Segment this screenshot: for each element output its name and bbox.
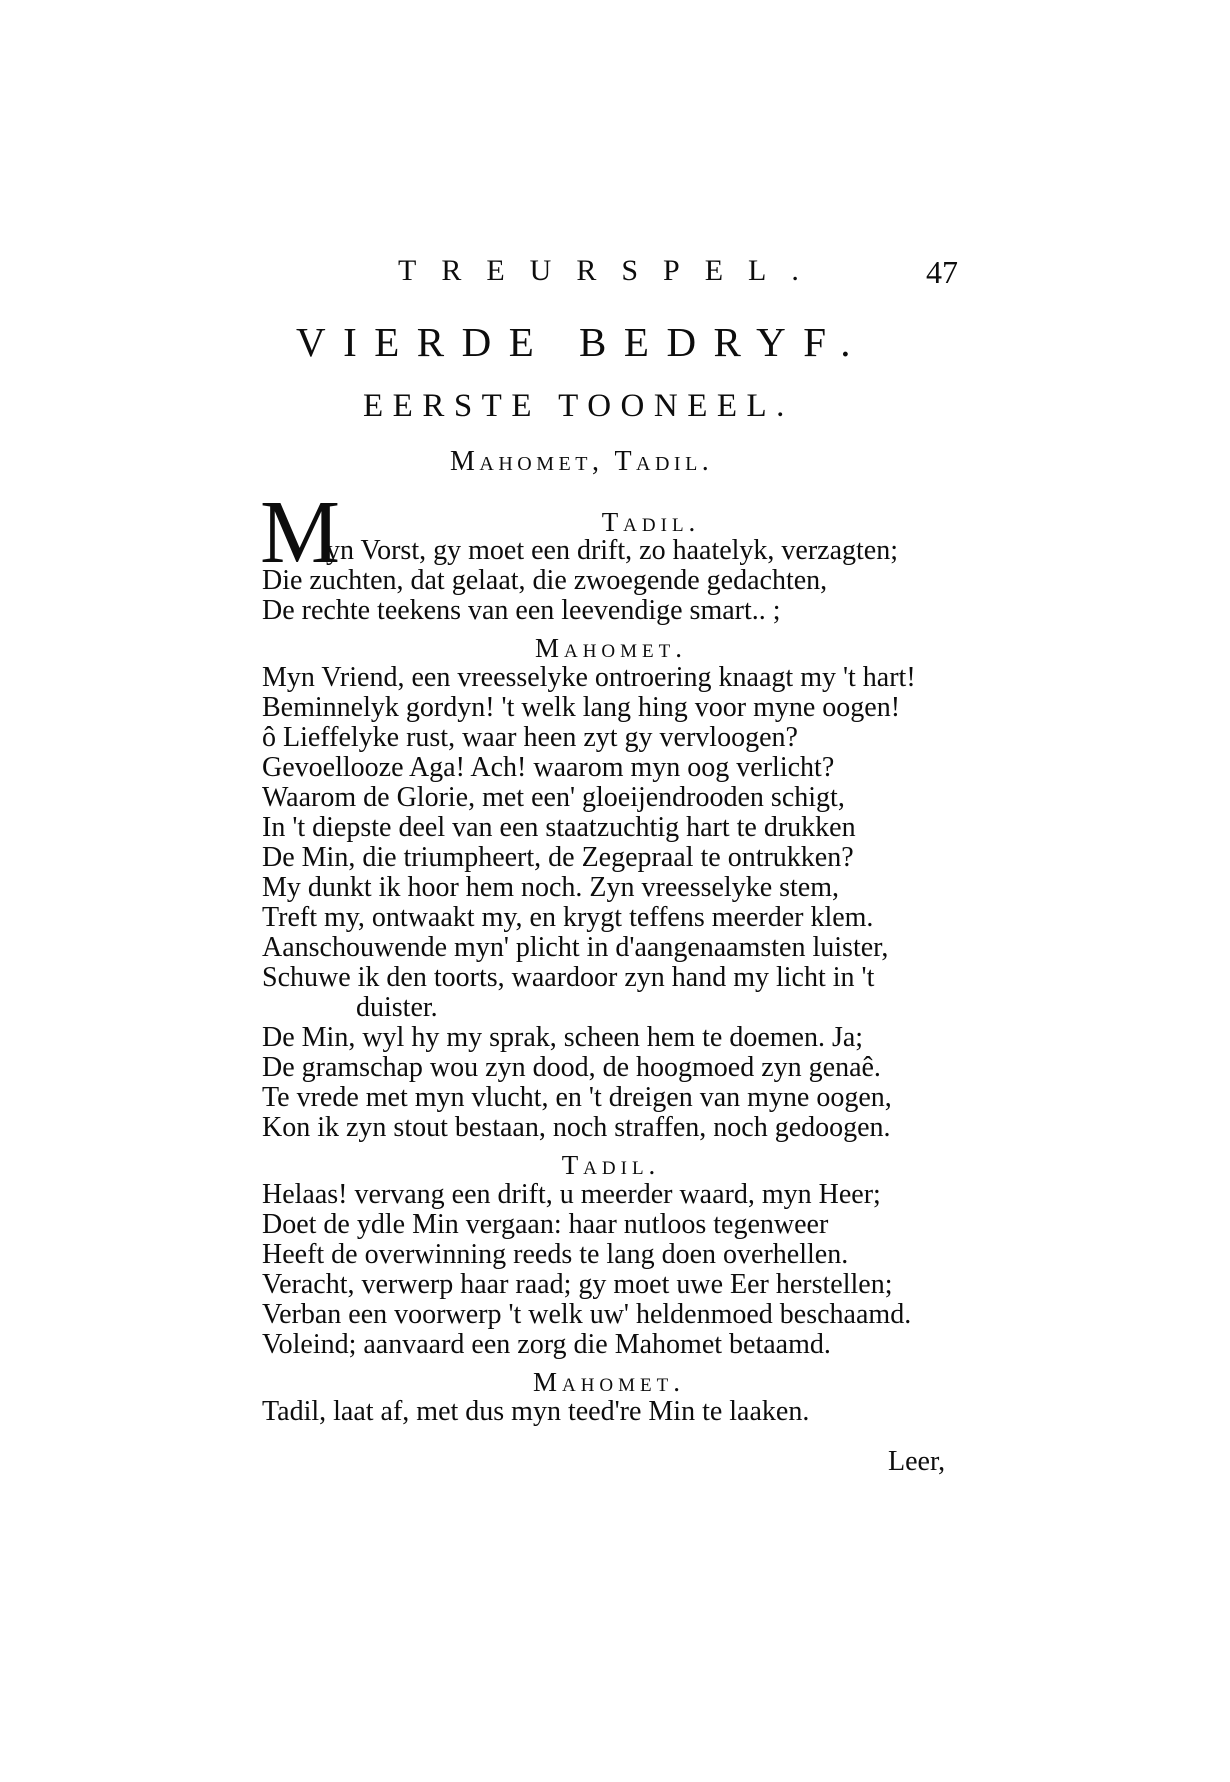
verse-line: Kon ik zyn stout bestaan, noch straffen, noch gedoogen.	[262, 1112, 891, 1143]
verse-line: Die zuchten, dat gelaat, die zwoegende gedachten,	[262, 565, 828, 596]
page-number: 47	[926, 254, 958, 290]
speaker-label: Tadil.	[561, 1150, 661, 1180]
scene-title: EERSTE TOONEEL.	[363, 388, 794, 424]
speaker-label: Tadil.	[601, 507, 701, 537]
running-head: TREURSPEL.	[398, 254, 824, 287]
verse-line: Te vrede met myn vlucht, en 't dreigen van myne oogen,	[262, 1082, 892, 1113]
verse-line: Waarom de Glorie, met een' gloeijendrooden schigt,	[262, 782, 845, 813]
verse-line: Myn Vriend, een vreesselyke ontroering knaagt my 't hart!	[262, 662, 916, 693]
drop-cap: M	[260, 483, 341, 582]
verse-line: Veracht, verwerp haar raad; gy moet uwe Eer herstellen;	[262, 1269, 893, 1300]
verse-line: Helaas! vervang een drift, u meerder waard, myn Heer;	[262, 1179, 881, 1210]
verse-line: Tadil, laat af, met dus myn teed're Min te laaken.	[262, 1396, 810, 1427]
verse-line: Heeft de overwinning reeds te lang doen overhellen.	[262, 1239, 849, 1270]
catchword: Leer,	[888, 1446, 946, 1477]
verse-line: My dunkt ik hoor hem noch. Zyn vreesselyke stem,	[262, 872, 840, 903]
speaker-label: Mahomet.	[534, 633, 688, 663]
verse-line: Gevoellooze Aga! Ach! waarom myn oog verlicht?	[262, 752, 835, 783]
verse-line: Beminnelyk gordyn! 't welk lang hing voor myne oogen!	[262, 692, 901, 723]
verse-line: Treft my, ontwaakt my, en krygt teffens meerder klem.	[262, 902, 874, 933]
verse-line: De Min, wyl hy my sprak, scheen hem te doemen. Ja;	[262, 1022, 864, 1053]
verse-line: Verban een voorwerp 't welk uw' heldenmoed beschaamd.	[262, 1299, 912, 1330]
verse-line: Aanschouwende myn' plicht in d'aangenaamsten luister,	[262, 932, 889, 963]
verse-line-continuation: duister.	[356, 992, 438, 1023]
verse-line: De rechte teekens van een leevendige smart.. ;	[262, 595, 781, 626]
verse-line: Doet de ydle Min vergaan: haar nutloos tegenweer	[262, 1209, 829, 1240]
speaker-label: Mahomet.	[532, 1367, 686, 1397]
verse-line: In 't diepste deel van een staatzuchtig hart te drukken	[262, 812, 856, 843]
verse-line: De gramschap wou zyn dood, de hoogmoed zyn genaê.	[262, 1052, 881, 1083]
verse-line: yn Vorst, gy moet een drift, zo haatelyk, verzagten;	[326, 535, 899, 566]
verse-line: Voleind; aanvaard een zorg die Mahomet betaamd.	[262, 1329, 831, 1360]
verse-line: Schuwe ik den toorts, waardoor zyn hand my licht in 't	[262, 962, 875, 993]
verse-line: De Min, die triumpheert, de Zegepraal te ontrukken?	[262, 842, 854, 873]
verse-line: ô Lieffelyke rust, waar heen zyt gy vervloogen?	[262, 722, 798, 753]
act-title: VIERDE BEDRYF.	[296, 319, 869, 365]
character-list: Mahomet, Tadil.	[450, 446, 714, 477]
